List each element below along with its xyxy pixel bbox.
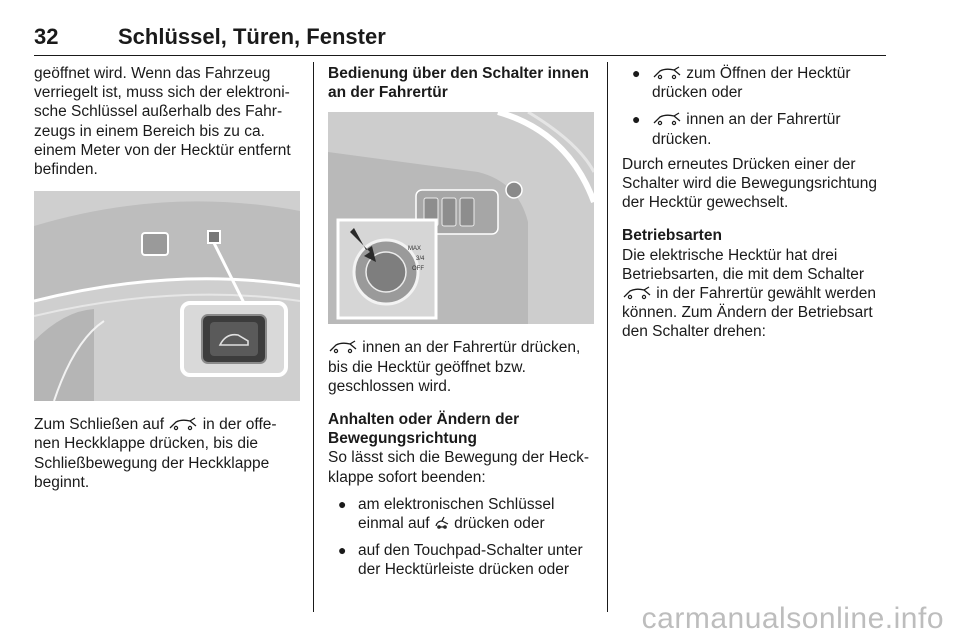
modes-paragraph: Die elektrische Hecktür hat drei Betriebsarten, die mit dem Schalter in der Fahrertür gewählt werden können. Zum Ändern der Betriebsart den Schalter drehen: xyxy=(622,246,877,341)
mode-label-max: MAX xyxy=(408,246,422,253)
section-heading-driver-door: Bedienung über den Schalter innen an der Fahrertür xyxy=(328,65,589,102)
bullet-icon: ● xyxy=(338,542,347,559)
bullet-icon: ● xyxy=(338,495,347,512)
bullet-icon: ● xyxy=(632,111,641,128)
list-item: ● am elektronischen Schlüssel einmal auf drücken oder xyxy=(338,495,555,533)
list-item: ● zum Öffnen der Hecktür drücken oder xyxy=(632,65,851,102)
car-tailgate-icon xyxy=(652,66,682,80)
redo-paragraph: Durch erneutes Drücken einer der Schalter wird die Bewegungsrichtung der Hecktür gewechselt. xyxy=(622,155,878,212)
mode-label-off: OFF xyxy=(412,266,424,273)
car-tailgate-icon xyxy=(328,340,358,354)
column-divider-1 xyxy=(313,62,314,612)
list-item: ● innen an der Fahrertür drücken. xyxy=(632,111,841,148)
page-title: Schlüssel, Türen, Fenster xyxy=(118,24,386,49)
car-tailgate-icon xyxy=(622,286,652,300)
section-heading-stop-change: Anhalten oder Ändern der Bewegungsrichtung xyxy=(328,411,520,448)
mode-label-three-quarter: 3/4 xyxy=(416,256,425,263)
close-paragraph: Zum Schließen auf in der offe-nen Heckklappe drücken, bis die Schließbewegung der Heckklappe beginnt. xyxy=(34,416,277,491)
tailgate-switch-figure xyxy=(34,191,300,401)
list-item: ● auf den Touchpad-Schalter unter der Hecktürleiste drücken oder xyxy=(338,542,583,579)
column-1 xyxy=(34,64,300,492)
header-rule xyxy=(34,55,886,56)
driver-door-switch-figure xyxy=(328,112,594,324)
stop-paragraph: So lässt sich die Bewegung der Heck-klappe sofort beenden: xyxy=(328,449,590,486)
car-tailgate-icon xyxy=(168,417,198,431)
page-number: 32 xyxy=(34,24,59,49)
watermark: carmanualsonline.info xyxy=(641,602,944,635)
column-2 xyxy=(328,64,594,580)
page-header xyxy=(34,24,886,54)
section-heading-modes: Betriebsarten xyxy=(622,227,722,245)
stop-bullet-list xyxy=(328,495,594,580)
bullet-icon: ● xyxy=(632,65,641,81)
car-tailgate-icon xyxy=(652,112,682,126)
column-divider-2 xyxy=(607,62,608,612)
driver-door-instruction: innen an der Fahrertür drücken, bis die Hecktür geöffnet bzw. geschlossen wird. xyxy=(328,339,581,395)
intro-paragraph: geöffnet wird. Wenn das Fahrzeug verriegelt ist, muss sich der elektroni-sche Schlüssel außerhalb des Fahr-zeugs in einem Bereich bis zu ca. einem Meter von der Hecktür entfernt befinden. xyxy=(34,65,291,179)
continue-bullet-list xyxy=(622,64,888,149)
tailgate-key-icon xyxy=(434,516,450,530)
column-3 xyxy=(622,64,888,342)
